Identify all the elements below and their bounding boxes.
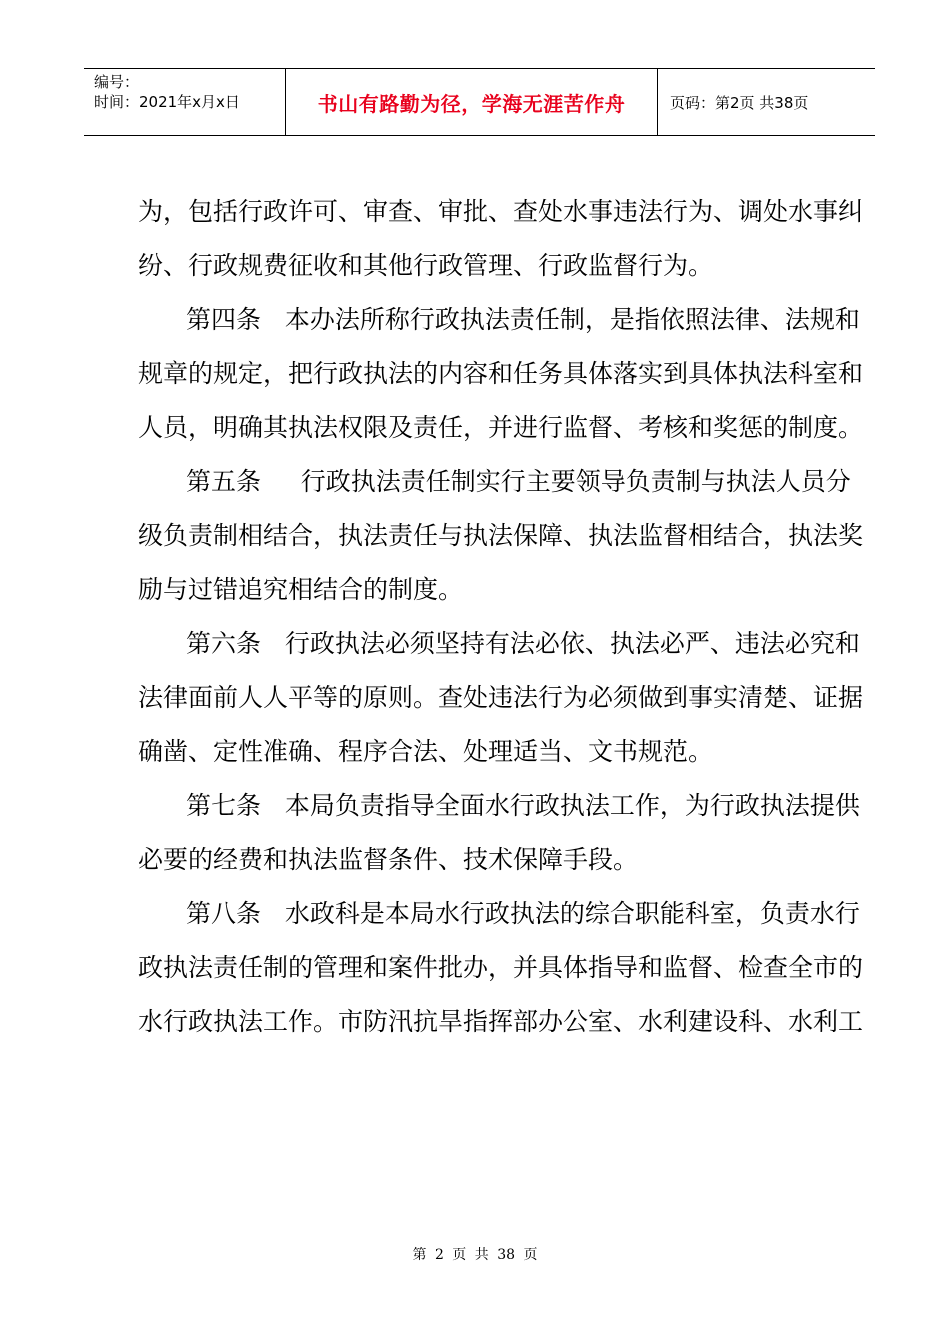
text-line: 纷、行政规费征收和其他行政管理、行政监督行为。 <box>138 251 714 280</box>
text-line: 必要的经费和执法监督条件、技术保障手段。 <box>138 845 639 874</box>
text-line: 第七条 本局负责指导全面水行政执法工作，为行政执法提供 <box>186 791 860 820</box>
text-line: 第四条 本办法所称行政执法责任制，是指依照法律、法规和 <box>186 305 860 334</box>
text-line: 规章的规定，把行政执法的内容和任务具体落实到具体执法科室和 <box>138 359 864 388</box>
time-label: 时间：2021年x月x日 <box>94 93 240 111</box>
page-header <box>84 68 875 136</box>
text-line: 水行政执法工作。市防汛抗旱指挥部办公室、水利建设科、水利工 <box>138 1007 864 1036</box>
text-line: 第八条 水政科是本局水行政执法的综合职能科室，负责水行 <box>186 899 860 928</box>
text-line: 政执法责任制的管理和案件批办，并具体指导和监督、检查全市的 <box>138 953 864 982</box>
header-page-info: 页码：第2页 共38页 <box>670 93 809 112</box>
header-meta <box>84 69 286 135</box>
text-line: 励与过错追究相结合的制度。 <box>138 575 464 604</box>
text-line: 法律面前人人平等的原则。查处违法行为必须做到事实清楚、证据 <box>138 683 864 712</box>
text-line: 为，包括行政许可、审查、审批、查处水事违法行为、调处水事纠 <box>138 197 864 226</box>
text-line: 第六条 行政执法必须坚持有法必依、执法必严、违法必究和 <box>186 629 860 658</box>
document-body <box>138 185 864 1049</box>
text-line: 第五条 行政执法责任制实行主要领导负责制与执法人员分 <box>186 467 851 496</box>
text-line: 人员，明确其执法权限及责任，并进行监督、考核和奖惩的制度。 <box>138 413 864 442</box>
serial-label: 编号： <box>94 73 140 91</box>
text-line: 级负责制相结合，执法责任与执法保障、执法监督相结合，执法奖 <box>138 521 864 550</box>
text-line: 确凿、定性准确、程序合法、处理适当、文书规范。 <box>138 737 714 766</box>
header-motto: 书山有路勤为径，学海无涯苦作舟 <box>286 69 658 135</box>
page-footer: 第 2 页 共 38 页 <box>412 1247 538 1263</box>
